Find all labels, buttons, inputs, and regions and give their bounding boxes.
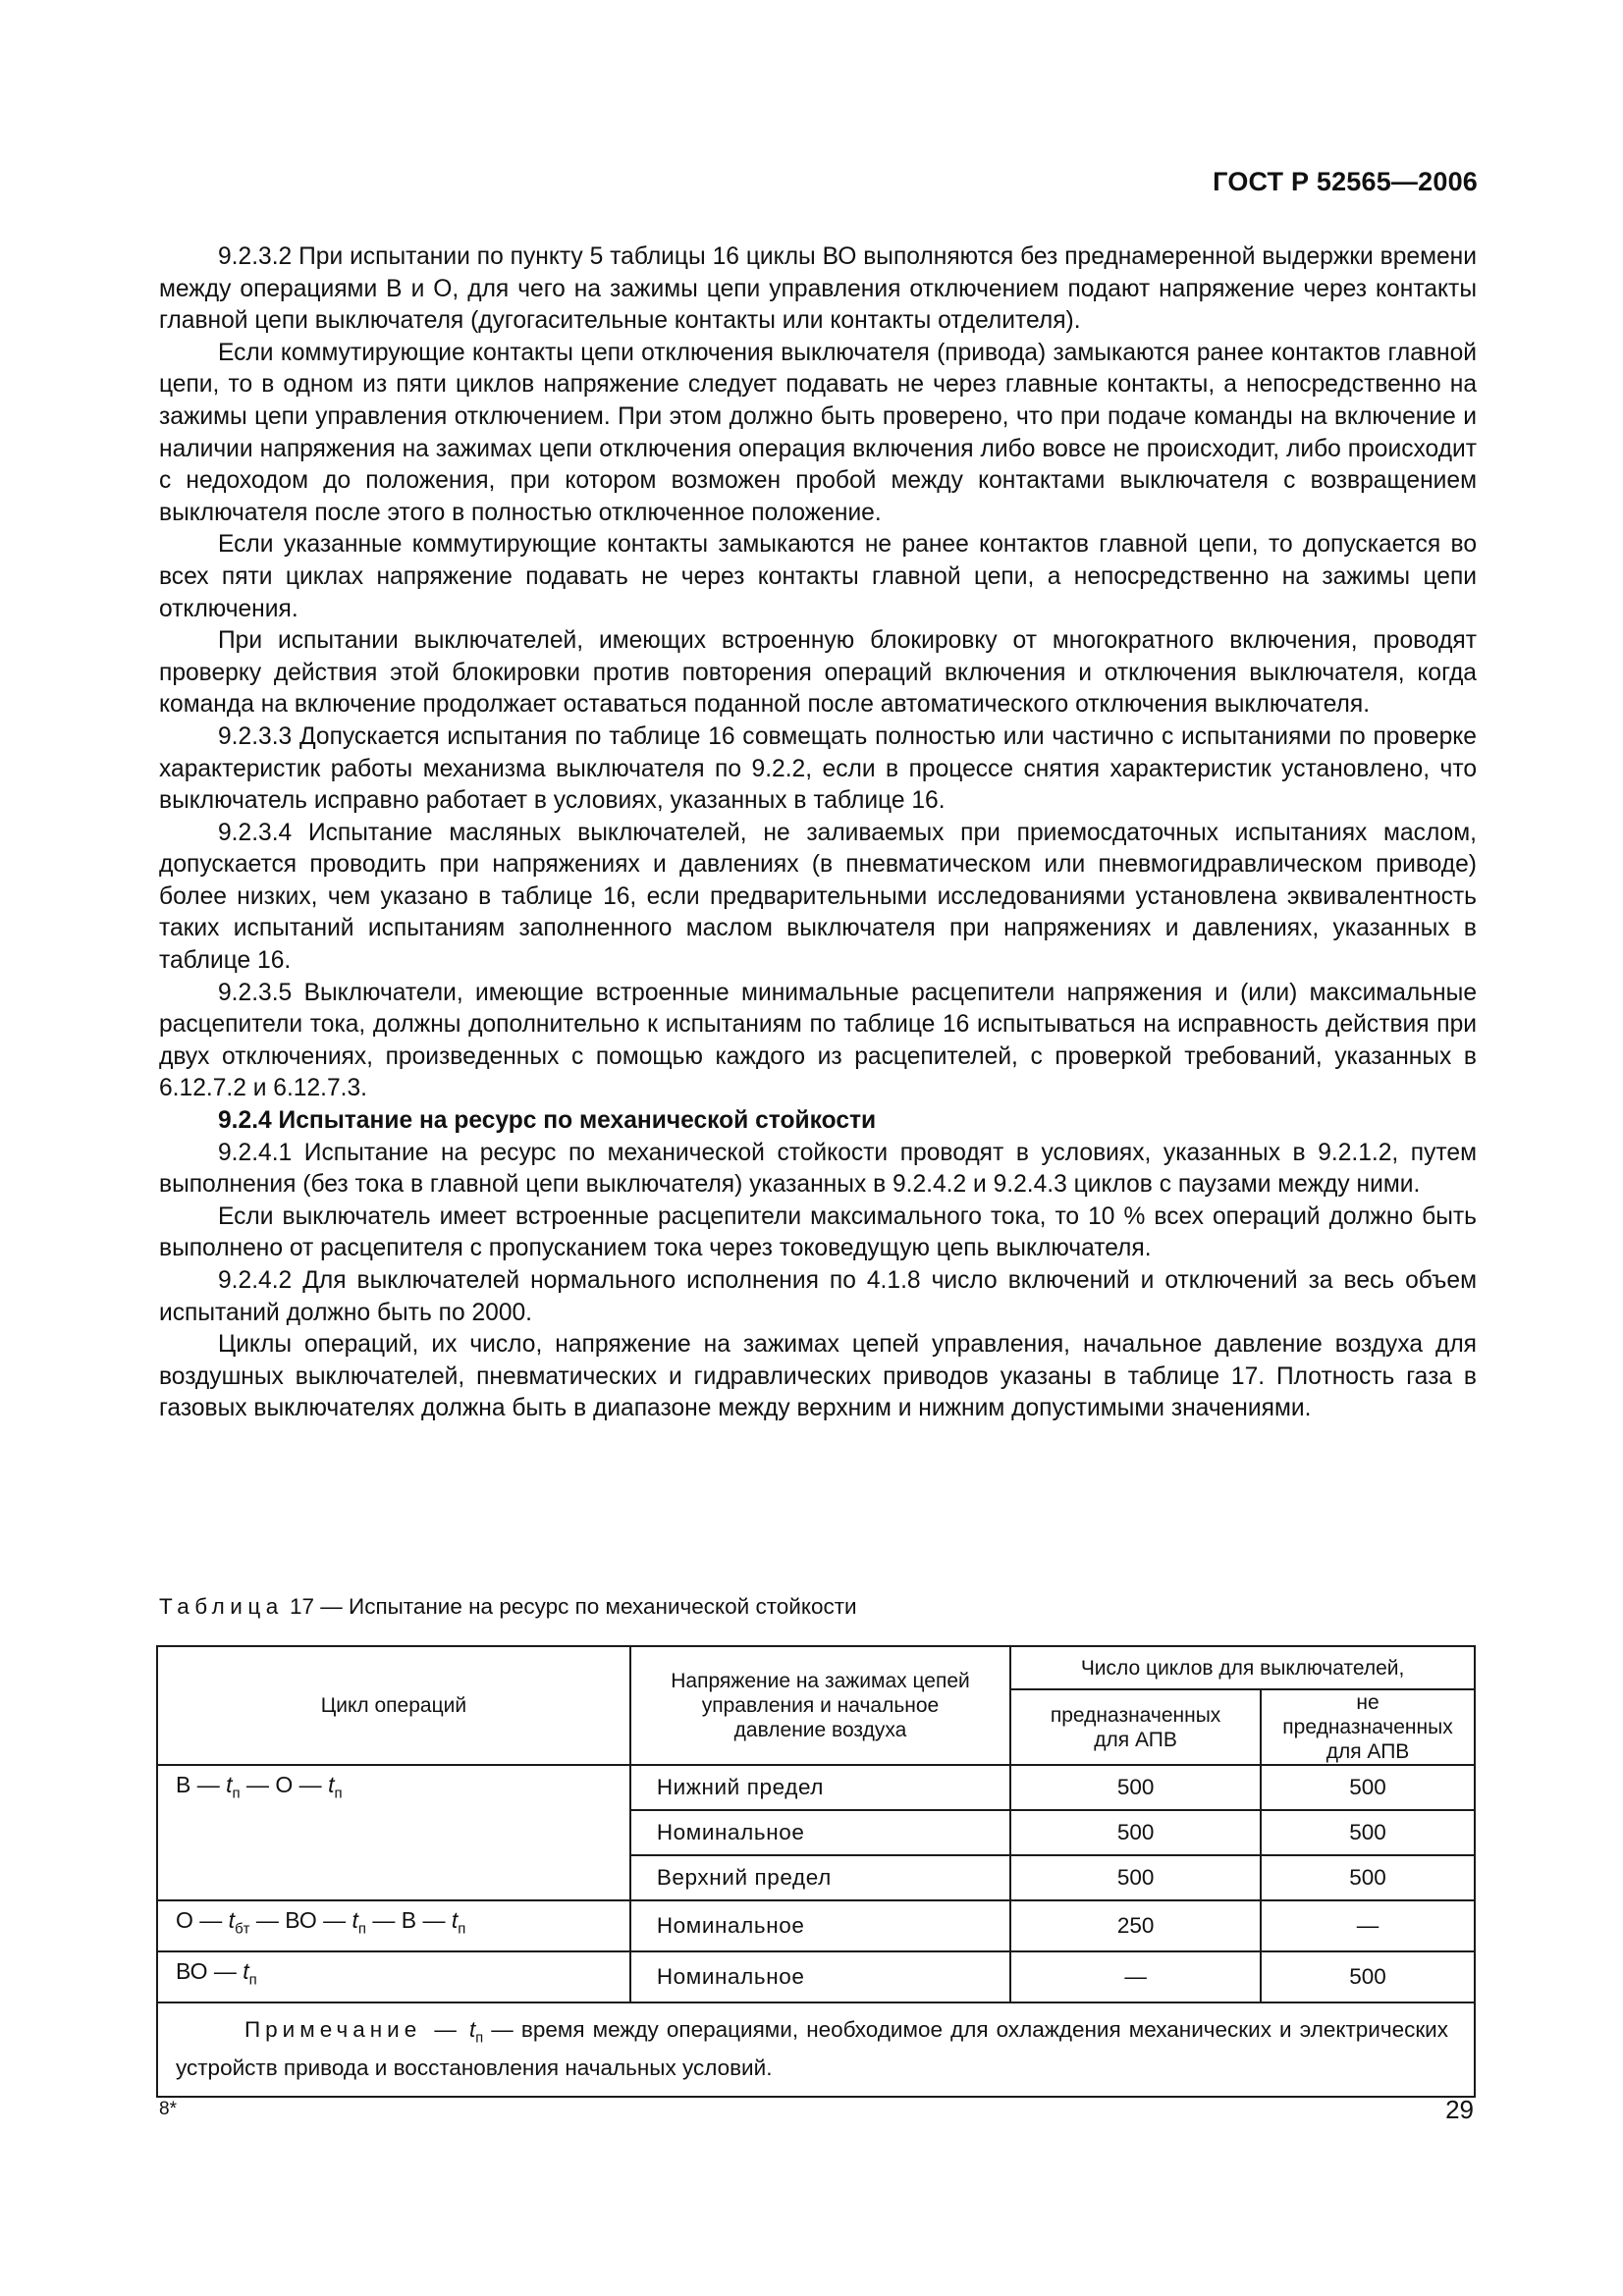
header-apv: предназначенных для АПВ: [1010, 1689, 1261, 1765]
paragraph: При испытании выключателей, имеющих встроенную блокировку от многократного включения, проводят проверку действия этой блокировки против повторения операций включения и отключения выключателя, когда команда на включение продолжает оставаться поданной после автоматического отключения выключателя.: [159, 627, 1477, 719]
voltage-cell: Номинальное: [630, 1810, 1010, 1855]
apv-count-cell: 250: [1010, 1900, 1261, 1951]
paragraph: Если коммутирующие контакты цепи отключения выключателя (привода) замыкаются ранее контактов главной цепи, то в одном из пяти циклов напряжение следует подавать не через главные контакты, а непосредственно на зажимы цепи управления отключением. При этом должно быть проверено, что при подаче команды на включение и наличии напряжения на зажимах цепи отключения операция включения либо вовсе не происходит, либо происходит с недоходом до положения, при котором возможен пробой между контактами выключателя с возвращением выключателя после этого в полностью отключенное положение.: [159, 339, 1477, 526]
paragraph: Циклы операций, их число, напряжение на зажимах цепей управления, начальное давление воздуха для воздушных выключателей, пневматических и гидравлических приводов указаны в таблице 17. Плотность газа в газовых выключателях должна быть в диапазоне между верхним и нижним допустимыми значениями.: [159, 1331, 1477, 1422]
voltage-cell: Верхний предел: [630, 1855, 1010, 1900]
apv-count-cell: 500: [1010, 1855, 1261, 1900]
header-non-apv: не предназначенных для АПВ: [1261, 1689, 1475, 1765]
table-caption-title: 17 — Испытание на ресурс по механической стойкости: [290, 1594, 857, 1619]
non-apv-count-cell: —: [1261, 1900, 1475, 1951]
cycle-cell: В — $t_п$ — О — $t_п$: [157, 1765, 630, 1900]
non-apv-count-cell: 500: [1261, 1765, 1475, 1810]
paragraph: Если указанные коммутирующие контакты замыкаются не ранее контактов главной цепи, то допускается во всех пяти циклах напряжение подавать не через контакты главной цепи, а непосредственно на зажимы цепи отключения.: [159, 531, 1477, 622]
table-note: Примечание — $t_п$ — время между операциями, необходимое для охлаждения механических и электрических устройств привода и восстановления начальных условий.: [157, 2002, 1475, 2097]
table-row: [157, 1951, 1475, 2002]
header-cycle: Цикл операций: [157, 1646, 630, 1765]
table-row: [157, 1765, 1475, 1810]
paragraph: 9.2.3.3 Допускается испытания по таблице 16 совмещать полностью или частично с испытаниями по проверке характеристик работы механизма выключателя по 9.2.2, если в процессе снятия характеристик установлено, что выключатель исправно работает в условиях, указанных в таблице 16.: [159, 722, 1477, 815]
standard-code: ГОСТ Р 52565—2006: [1213, 167, 1478, 196]
paragraph: 9.2.3.4 Испытание масляных выключателей, не заливаемых при приемосдаточных испытаниях маслом, допускается проводить при напряжениях и давлениях (в пневматическом или пневмогидравлическом приводе) более низких, чем указано в таблице 16, если предварительными исследованиями установлена эквивалентность таких испытаний испытаниям заполненного маслом выключателя при напряжениях и давлениях, указанных в таблице 16.: [159, 819, 1477, 975]
cycle-cell: ВО — $t_п$: [157, 1951, 630, 2002]
note-label: Примечание —: [244, 2017, 461, 2042]
table-caption-prefix: Таблица: [159, 1594, 284, 1619]
paragraph: 9.2.4.2 Для выключателей нормального исполнения по 4.1.8 число включений и отключений за весь объем испытаний должно быть по 2000.: [159, 1267, 1477, 1326]
voltage-cell: Номинальное: [630, 1951, 1010, 2002]
paragraph: 9.2.3.5 Выключатели, имеющие встроенные минимальные расцепители напряжения и (или) максимальные расцепители тока, должны дополнительно к испытаниям по таблице 16 испытываться на исправность действия при двух отключениях, произведенных с помощью каждого из расцепителей, с проверкой требований, указанных в 6.12.7.2 и 6.12.7.3.: [159, 979, 1477, 1102]
apv-count-cell: —: [1010, 1951, 1261, 2002]
header-cycles-group: Число циклов для выключателей,: [1010, 1646, 1475, 1689]
paragraph: 9.2.4.1 Испытание на ресурс по механической стойкости проводят в условиях, указанных в 9.2.1.2, путем выполнения (без тока в главной цепи выключателя) указанных в 9.2.4.2 и 9.2.4.3 циклов с паузами между ними.: [159, 1139, 1477, 1199]
voltage-cell: Номинальное: [630, 1900, 1010, 1951]
non-apv-count-cell: 500: [1261, 1951, 1475, 2002]
cycle-cell: О — $t_{бт}$ — ВО — $t_п$ — В — $t_п$: [157, 1900, 630, 1951]
non-apv-count-cell: 500: [1261, 1810, 1475, 1855]
footer-sheet-mark: 8*: [159, 2099, 177, 2119]
section-heading: 9.2.4 Испытание на ресурс по механической стойкости: [218, 1107, 877, 1135]
table-row: [157, 1900, 1475, 1951]
table-caption: [159, 1594, 857, 1620]
apv-count-cell: 500: [1010, 1810, 1261, 1855]
mechanical-endurance-table: [156, 1645, 1476, 2098]
page-number: 29: [1445, 2095, 1474, 2124]
non-apv-count-cell: 500: [1261, 1855, 1475, 1900]
paragraph: 9.2.3.2 При испытании по пункту 5 таблицы 16 циклы ВО выполняются без преднамеренной выдержки времени между операциями В и О, для чего на зажимы цепи управления отключением подают напряжение через контакты главной цепи выключателя (дугогасительные контакты или контакты отделителя).: [159, 243, 1477, 335]
note-text: — время между операциями, необходимое для охлаждения механических и электрических устройств привода и восстановления начальных условий.: [176, 2017, 1448, 2080]
paragraph: Если выключатель имеет встроенные расцепители максимального тока, то 10 % всех операций должно быть выполнено от расцепителя с пропусканием тока через токоведущую цепь выключателя.: [159, 1202, 1477, 1262]
voltage-cell: Нижний предел: [630, 1765, 1010, 1810]
header-voltage: Напряжение на зажимах цепей управления и начальное давление воздуха: [630, 1646, 1010, 1765]
apv-count-cell: 500: [1010, 1765, 1261, 1810]
body-text: [159, 241, 1477, 1425]
